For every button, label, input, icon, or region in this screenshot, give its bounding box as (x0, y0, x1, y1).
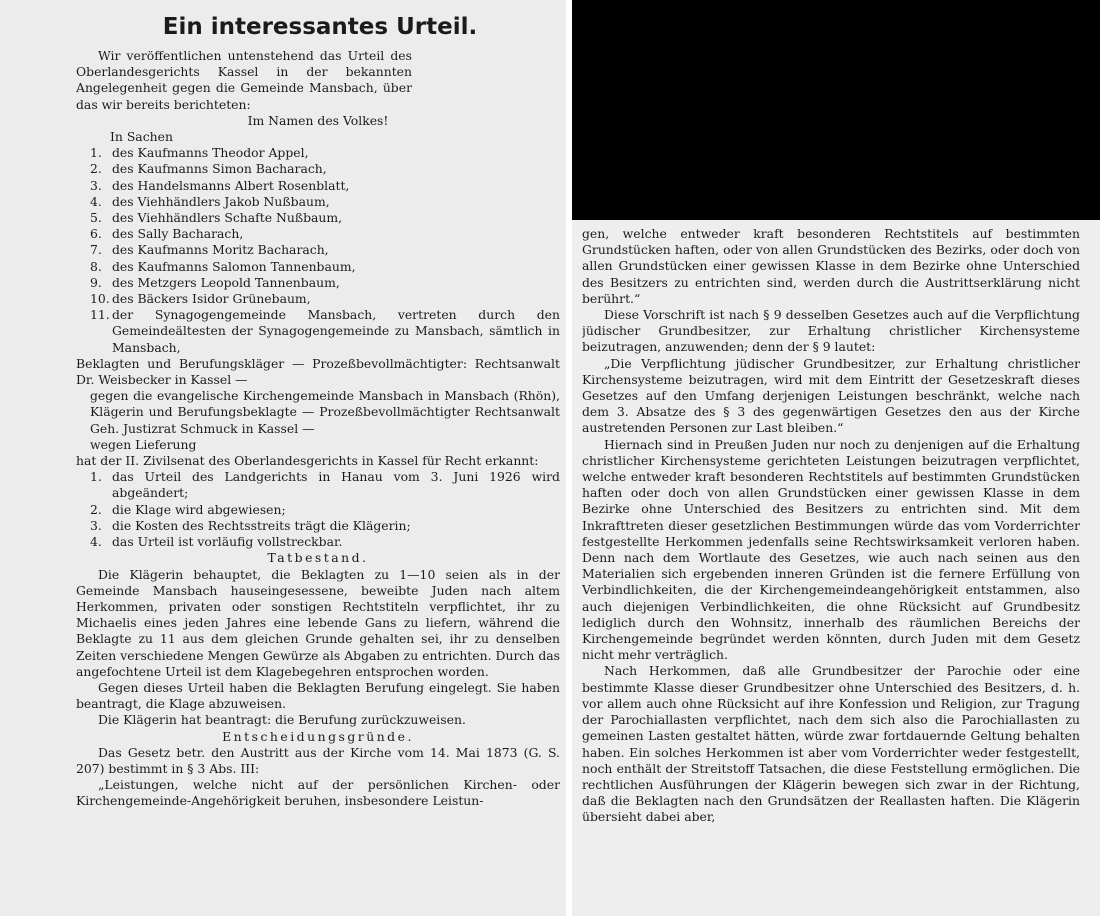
quote-1-end: gen, welche entweder kraft besonderen Rechtstitels auf bestimmten Grundstücken haften, oder von allen Grundstücken des Bezirks, oder doch von allen Grundstücken einer gewissen Klasse in dem Bezirke ohne Unterschied des Besitzers zu entrichten sind, werden durch die Austrittserklärung nicht berührt.“ (582, 226, 1080, 306)
against-paragraph: gegen die evangelische Kirchengemeinde Mansbach in Mansbach (Rhön), Klägerin und Berufungsbeklagte — Prozeßbevollmächtigter Rechtsanwalt Geh. Justizrat Schmuck in Kassel — (90, 388, 560, 436)
regarding-line: wegen Lieferung (90, 436, 197, 452)
list-item (76, 275, 560, 291)
list-item-number: 4. (90, 193, 102, 209)
list-item (76, 469, 560, 501)
list-item (76, 502, 560, 518)
right-paragraph-2: Hiernach sind in Preußen Juden nur noch zu denjenigen auf die Erhaltung christlicher Kirchensysteme gerichteten Leistungen beizutragen verpflichtet, welche entweder kraft besonderen Rechtstitels auf bestimmten Grundstücken haften oder doch von allen Grundstücken einer gewissen Klasse in dem Bezirke ohne Unterschied des Besitzers zu entrichten sind. Mit dem Inkrafttreten dieser gesetzlichen Bestimmungen würde das vom Vorderrichter festgestellte Herkommen jedenfalls seine Rechtswirksamkeit verloren haben. Denn nach dem Wortlaute des Gesetzes, wie auch nach seinen aus den Materialien sich ergebenden inneren Gründen ist die fernere Erfüllung von Verbindlichkeiten, die der Kirchengemeindeangehörigkeit entstammen, also auch diejenigen Verbindlichkeiten, die ohne Rücksicht auf Grundbesitz lediglich durch den Wohnsitz, innerhalb des räumlichen Bereichs der Kirchengemeinde begründet werden könnten, durch Juden mit dem Gesetz nicht mehr verträglich. (582, 436, 1080, 663)
list-item-number: 10. (90, 291, 110, 307)
right-paragraph-1: Diese Vorschrift ist nach § 9 desselben Gesetzes auch auf die Verpflichtung jüdischer Grundbesitzer, zur Erhaltung christlicher Kirchensysteme beizutragen, anzuwenden; denn der § 9 lautet: (582, 307, 1080, 355)
list-item-text: die Klage wird abgewiesen; (112, 501, 286, 517)
list-item-number: 3. (90, 517, 102, 533)
list-item (76, 226, 560, 242)
list-item (76, 145, 560, 161)
list-item-text: das Urteil des Landgerichts in Hanau vom 3. Juni 1926 wird abgeändert; (112, 469, 560, 501)
list-item (76, 242, 560, 258)
in-matters-label: In Sachen (110, 129, 173, 145)
list-item (76, 291, 560, 307)
list-item-text: des Metzgers Leopold Tannenbaum, (112, 274, 340, 290)
quote-1-start: „Leistungen, welche nicht auf der persönlichen Kirchen- oder Kirchengemeinde-Angehörigkeit beruhen, insbesondere Leistun- (76, 777, 560, 809)
facts-heading: Tatbestand. (267, 550, 369, 566)
list-item (76, 534, 560, 550)
redacted-area (572, 0, 1100, 220)
list-item-number: 2. (90, 501, 102, 517)
right-paragraph-3: Nach Herkommen, daß alle Grundbesitzer der Parochie oder eine bestimmte Klasse dieser Grundbesitzer ohne Unterschied des Besitzers, d. h. vor allem auch ohne Rücksicht auf ihre Konfession und Religion, zur Tragung der Parochiallasten verpflichtet, nach dem sich also die Parochiallasten zu gemeinen Lasten gestaltet hätten, würde zwar fortdauernde Geltung behalten haben. Ein solches Herkommen ist aber vom Vorderrichter weder festgestellt, noch enthält der Streitstoff Tatsachen, die diese Feststellung ermöglichen. Die rechtlichen Ausführungen der Klägerin bewegen sich zwar in der Richtung, daß die Beklagten nach den Grundsätzen der Reallasten haften. Die Klägerin übersieht dabei aber, (582, 663, 1080, 825)
reasons-paragraph-1: Das Gesetz betr. den Austritt aus der Kirche vom 14. Mai 1873 (G. S. 207) bestimmt in § 3 Abs. III: (76, 744, 560, 776)
list-item-text: des Viehhändlers Schafte Nußbaum, (112, 210, 343, 226)
intro-paragraph: Wir veröffentlichen untenstehend das Urteil des Oberlandesgerichts Kassel in der bekannten Angelegenheit gegen die Gemeinde Mansbach, über das wir bereits berichteten: (76, 48, 412, 112)
facts-paragraph-2: Gegen dieses Urteil haben die Beklagten Berufung eingelegt. Sie haben beantragt, die Klage abzuweisen. (76, 679, 560, 712)
in-the-name-heading: Im Namen des Volkes! (247, 112, 389, 128)
list-item (76, 210, 560, 226)
list-item-number: 9. (90, 274, 102, 290)
article-title: Ein interessantes Urteil. (162, 14, 478, 40)
list-item-number: 5. (90, 210, 102, 226)
right-column (582, 226, 1080, 916)
list-item-number: 4. (90, 534, 102, 550)
party-list (76, 145, 560, 356)
ruling-list (76, 469, 560, 550)
list-item (76, 178, 560, 194)
list-item-number: 3. (90, 177, 102, 193)
list-item (76, 259, 560, 275)
list-item (76, 307, 560, 356)
list-item-number: 11. (90, 307, 110, 323)
list-item-number: 7. (90, 242, 102, 258)
list-item-text: des Viehhändlers Jakob Nußbaum, (112, 193, 330, 209)
list-item-text: des Kaufmanns Simon Bacharach, (112, 161, 327, 177)
list-item-text: die Kosten des Rechtsstreits trägt die Klägerin; (112, 517, 411, 533)
list-item-text: der Synagogengemeinde Mansbach, vertreten durch den Gemeindeältesten der Synagogengemeinde zu Mansbach, sämtlich in Mansbach, (112, 307, 560, 355)
list-item (76, 161, 560, 177)
list-item-number: 1. (90, 145, 102, 161)
left-column (76, 12, 560, 916)
ruling-intro: hat der II. Zivilsenat des Oberlandesgerichts in Kassel für Recht erkannt: (76, 453, 539, 469)
list-item-number: 1. (90, 469, 102, 485)
list-item (76, 194, 560, 210)
list-item-text: des Kaufmanns Salomon Tannenbaum, (112, 258, 356, 274)
reasons-heading: Entscheidungsgründe. (222, 728, 414, 744)
list-item-text: des Sally Bacharach, (112, 226, 244, 242)
defendants-paragraph: Beklagten und Berufungskläger — Prozeßbevollmächtigter: Rechtsanwalt Dr. Weisbecker in Kassel — (76, 355, 560, 388)
list-item-text: des Bäckers Isidor Grünebaum, (112, 291, 311, 307)
list-item (76, 518, 560, 534)
list-item-text: das Urteil ist vorläufig vollstreckbar. (112, 534, 343, 550)
facts-paragraph-1: Die Klägerin behauptet, die Beklagten zu 1—10 seien als in der Gemeinde Mansbach hauseingesessene, beweibte Juden nach altem Herkommen, privaten oder sonstigen Rechtstiteln verpflichtet, ihr zu Michaelis eines jeden Jahres eine lebende Gans zu liefern, während die Beklagte zu 11 aus dem gleichen Grunde gehalten sei, ihr zu denselben Zeiten verschiedene Mengen Gewürze als Abgaben zu entrichten. Durch das angefochtene Urteil ist dem Klagebegehren entsprochen worden. (76, 566, 560, 679)
list-item-text: des Kaufmanns Theodor Appel, (112, 145, 309, 161)
list-item-number: 8. (90, 258, 102, 274)
list-item-text: des Kaufmanns Moritz Bacharach, (112, 242, 329, 258)
list-item-text: des Handelsmanns Albert Rosenblatt, (112, 177, 350, 193)
facts-paragraph-3: Die Klägerin hat beantragt: die Berufung zurückzuweisen. (98, 712, 466, 728)
list-item-number: 6. (90, 226, 102, 242)
list-item-number: 2. (90, 161, 102, 177)
quote-2: „Die Verpflichtung jüdischer Grundbesitzer, zur Erhaltung christlicher Kirchensysteme beizutragen, wird mit dem Eintritt der Gesetzeskraft dieses Gesetzes auf den Umfang derjenigen Leistungen beschränkt, welche nach dem 3. Absatze des § 3 des gegenwärtigen Gesetzes den aus der Kirche austretenden Personen zur Last bleiben.“ (582, 355, 1080, 436)
